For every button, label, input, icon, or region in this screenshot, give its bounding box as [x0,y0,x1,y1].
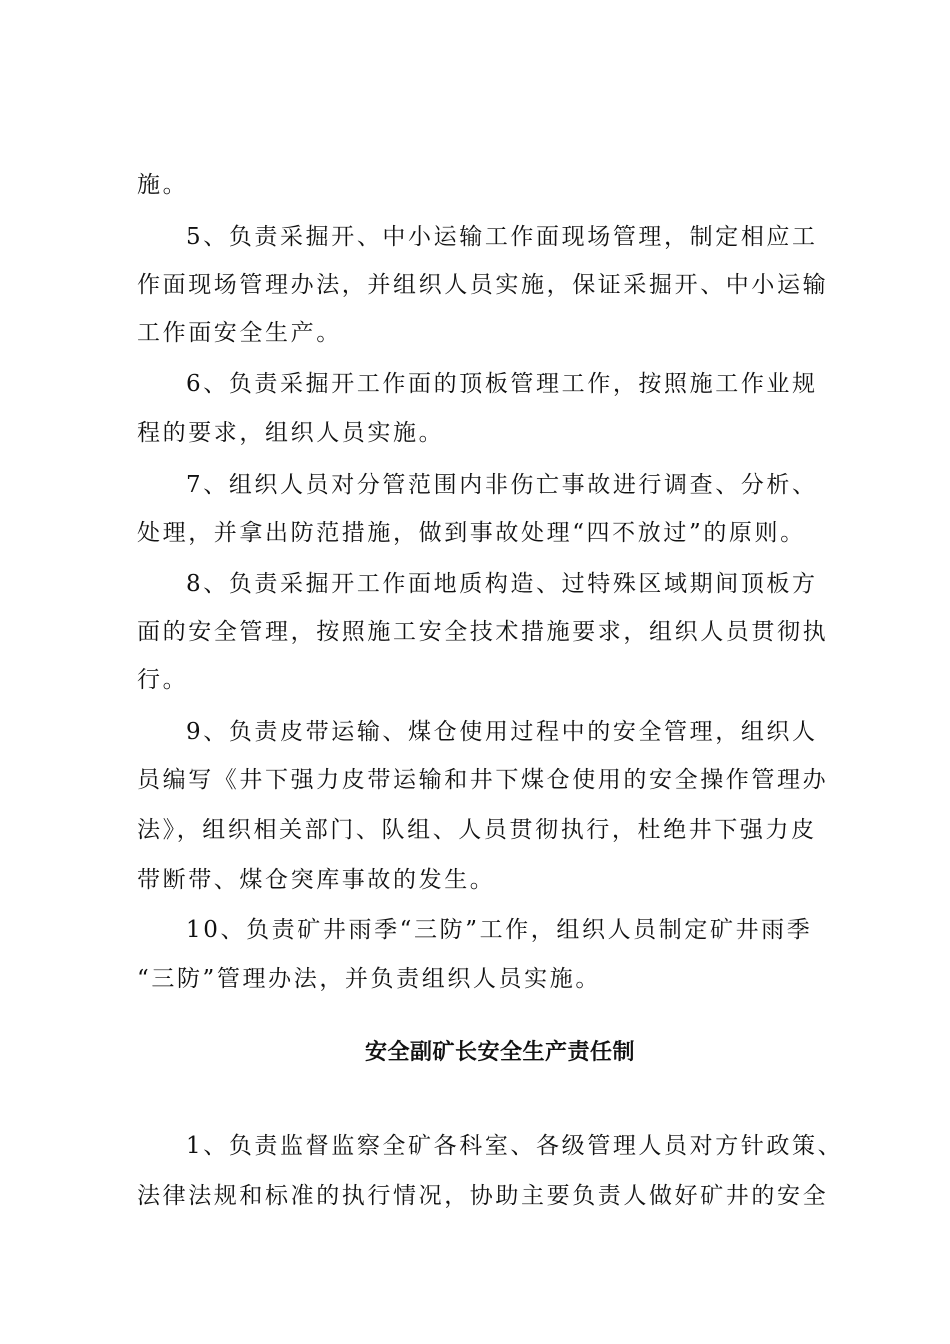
item-6-line-2: 程的要求，组织人员实施。 [137,420,445,446]
section-item-1-line-2: 法律法规和标准的执行情况，协助主要负责人做好矿井的安全 [137,1183,829,1209]
item-7-line-2: 处理，并拿出防范措施，做到事故处理“四不放过”的原则。 [137,520,806,546]
item-9-line-1: 9、负责皮带运输、煤仓使用过程中的安全管理，组织人 [186,719,818,745]
section-item-1-line-1: 1、负责监督监察全矿各科室、各级管理人员对方针政策、 [186,1133,844,1159]
item-9-line-2: 员编写《井下强力皮带运输和井下煤仓使用的安全操作管理办 [137,767,829,793]
item-10-line-2: “三防”管理办法，并负责组织人员实施。 [137,966,601,992]
item-8-line-2: 面的安全管理，按照施工安全技术措施要求，组织人员贯彻执 [137,619,829,645]
item-9-line-3: 法》，组织相关部门、队组、人员贯彻执行，杜绝井下强力皮 [137,817,817,843]
item-8-line-1: 8、负责采掘开工作面地质构造、过特殊区域期间顶板方 [186,571,818,597]
item-10-line-1: 10、负责矿井雨季“三防”工作，组织人员制定矿井雨季 [186,917,813,943]
item-6-line-1: 6、负责采掘开工作面的顶板管理工作，按照施工作业规 [186,371,818,397]
item-8-line-3: 行。 [137,667,189,693]
item-9-line-4: 带断带、煤仓突库事故的发生。 [137,867,496,893]
item-7-line-1: 7、组织人员对分管范围内非伤亡事故进行调查、分析、 [186,472,818,498]
paragraph-continuation: 施。 [137,172,189,198]
item-5-line-1: 5、负责采掘开、中小运输工作面现场管理，制定相应工 [186,224,818,250]
section-heading: 安全副矿长安全生产责任制 [364,1040,635,1065]
item-5-line-3: 工作面安全生产。 [137,320,342,346]
item-5-line-2: 作面现场管理办法，并组织人员实施，保证采掘开、中小运输 [137,272,829,298]
